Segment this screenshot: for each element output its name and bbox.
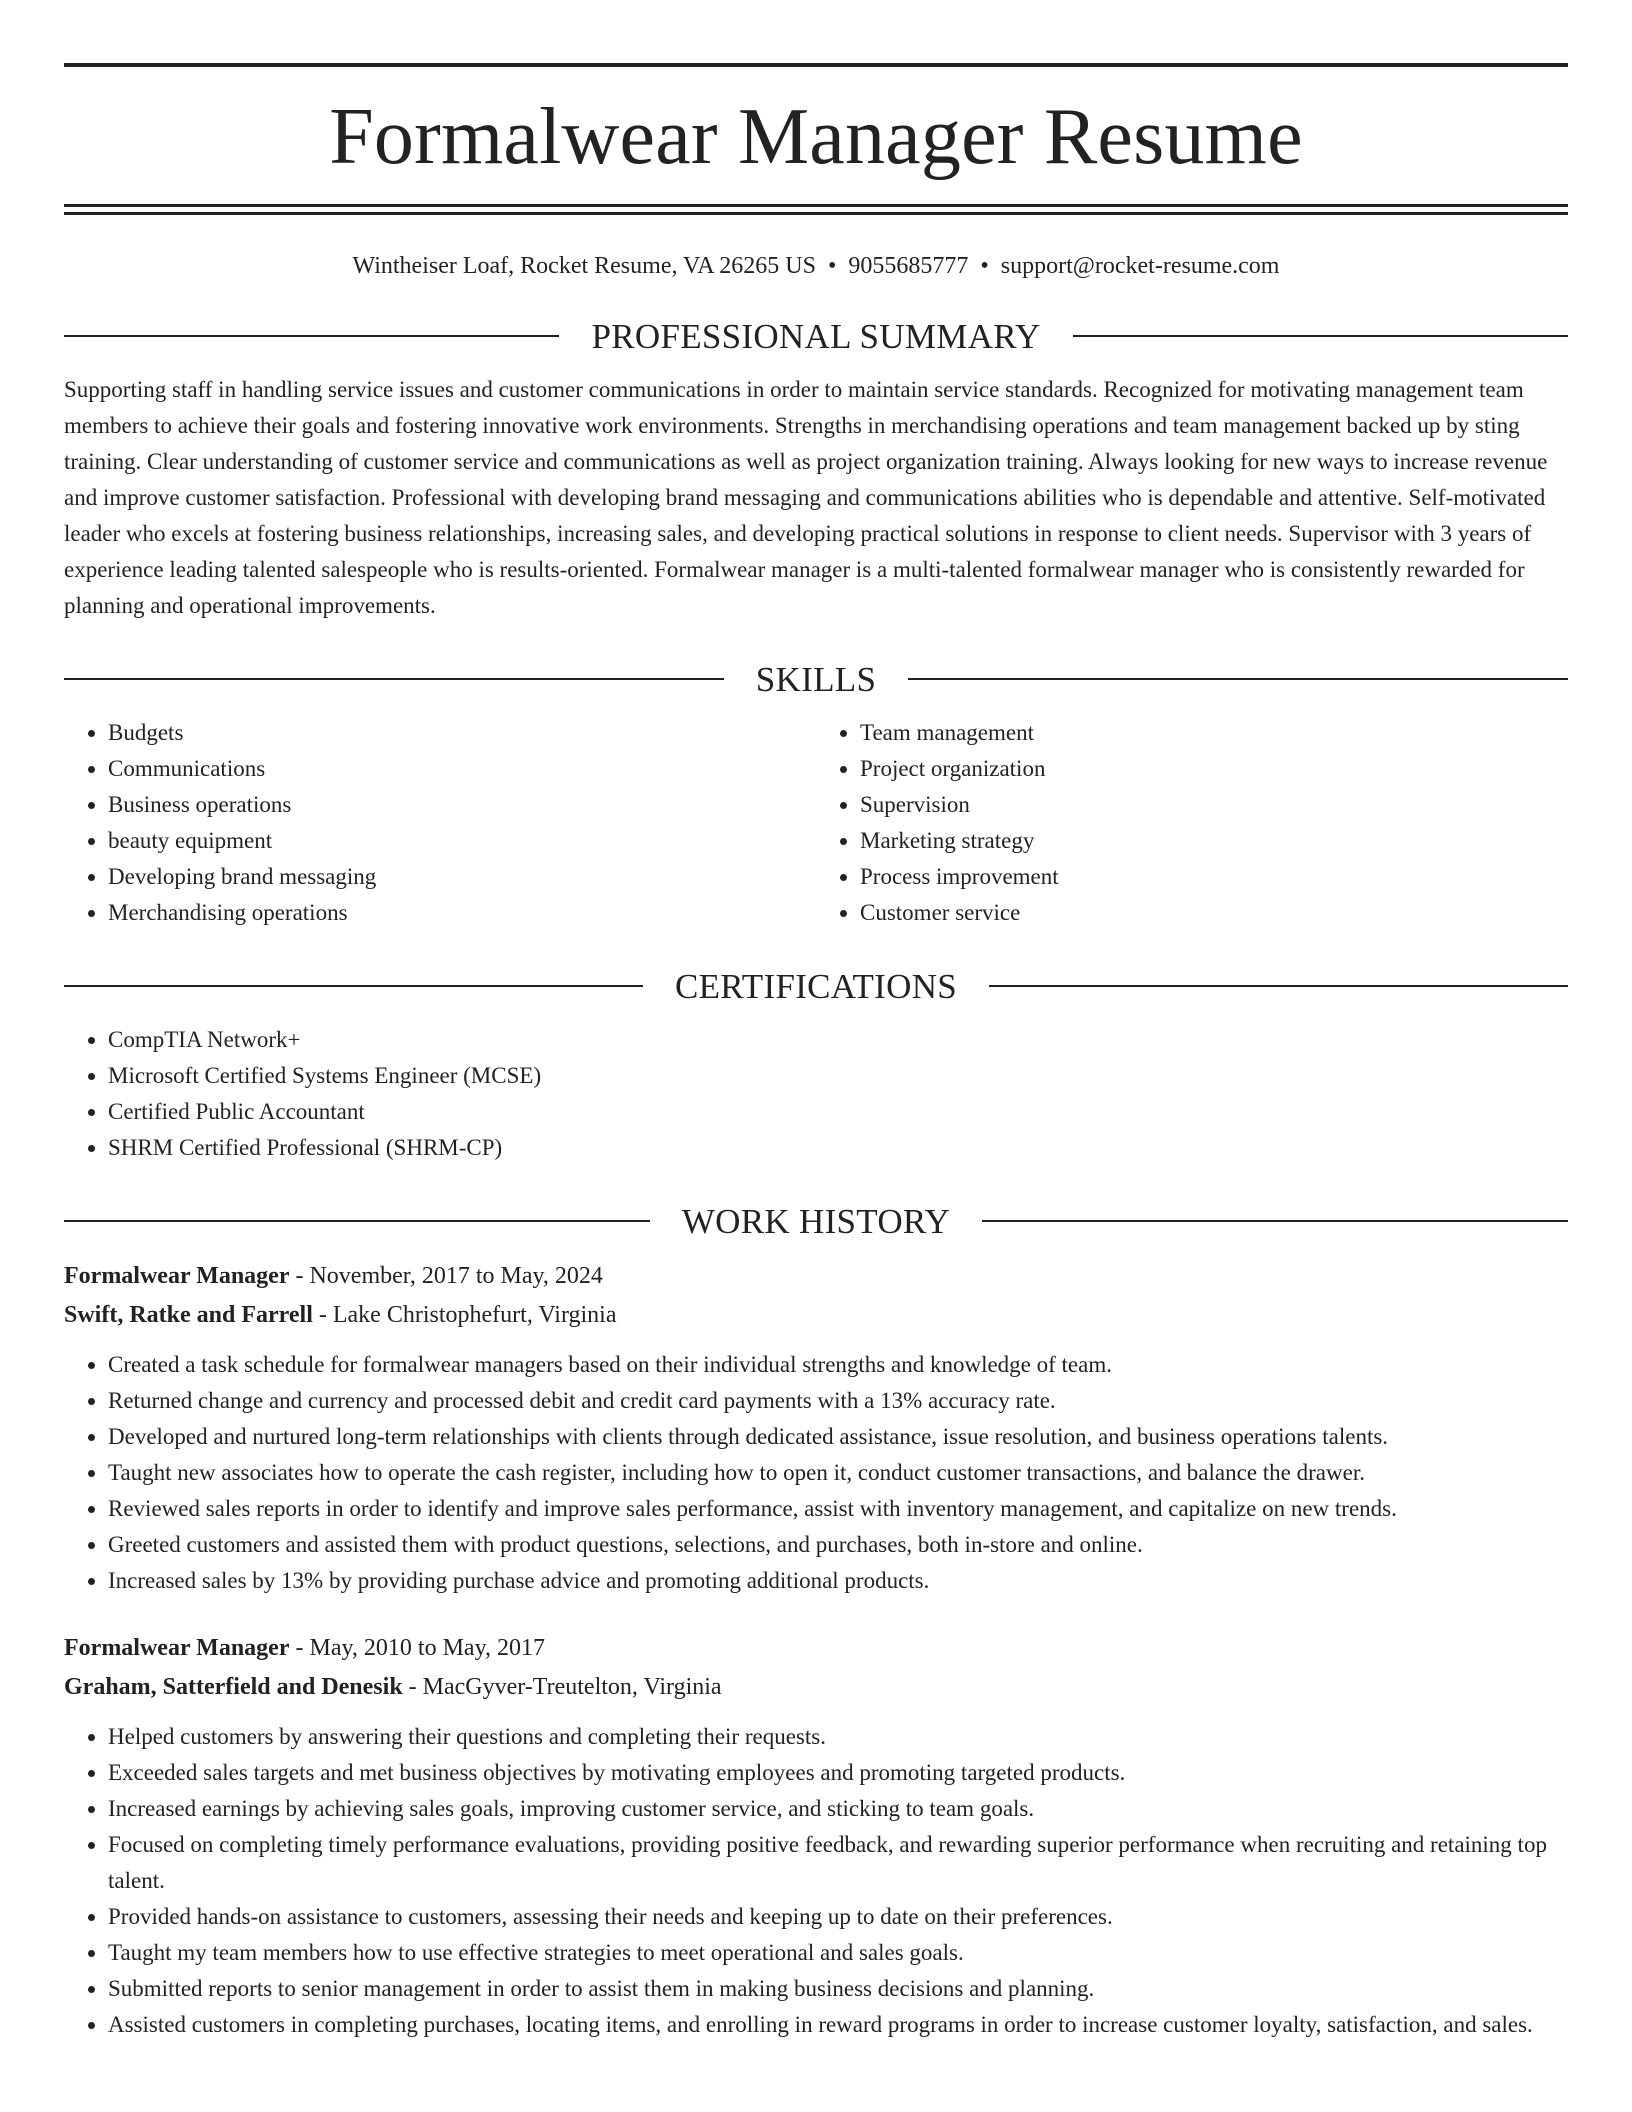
job-bullet: • Submitted reports to senior management in order to assist them in making business decisions and planning. [108,1971,1568,2007]
job-bullet: • Assisted customers in completing purchases, locating items, and enrolling in reward programs in order to increase customer loyalty, satisfaction, and sales. [108,2007,1568,2043]
contact-phone: 9055685777 [848,253,969,279]
job-location: - Lake Christophefurt, Virginia [312,1301,617,1328]
job-bullets [64,1719,1568,2043]
section-title-skills: SKILLS [755,659,877,699]
skill-item: • Budgets [108,715,816,751]
certification-item: • SHRM Certified Professional (SHRM-CP) [108,1130,1568,1166]
job-bullet: • Provided hands-on assistance to customers, assessing their needs and keeping up to date on their preferences. [108,1899,1568,1935]
job-company: Swift, Ratke and Farrell [64,1301,313,1328]
section-header-work [64,1201,1568,1241]
job-title-line [64,1257,1568,1296]
section-rule [1073,335,1568,337]
contact-address: Wintheiser Loaf, Rocket Resume, VA 26265 US [352,253,816,279]
certification-item: • Microsoft Certified Systems Engineer (MCSE) [108,1058,1568,1094]
section-rule [64,678,724,680]
job-bullet: • Created a task schedule for formalwear managers based on their individual strengths and knowledge of team. [108,1347,1568,1383]
section-title-summary: PROFESSIONAL SUMMARY [591,316,1041,356]
job-title: Formalwear Manager [64,1634,290,1661]
job-bullet: • Greeted customers and assisted them with product questions, selections, and purchases, both in-store and online. [108,1527,1568,1563]
contact-email[interactable]: support@rocket-resume.com [1000,253,1280,279]
job-bullet: • Developed and nurtured long-term relationships with clients through dedicated assistance, issue resolution, and business operations talents. [108,1419,1568,1455]
skill-item: • Supervision [860,787,1568,823]
job-bullet: • Taught new associates how to operate the cash register, including how to open it, conduct customer transactions, and balance the drawer. [108,1455,1568,1491]
job-entry [64,1629,1568,2043]
skill-item: • Project organization [860,751,1568,787]
skill-item: • Team management [860,715,1568,751]
skills-column-left [64,715,816,931]
skills-list [64,715,1568,931]
certifications-list [64,1022,1568,1166]
certification-item: • CompTIA Network+ [108,1022,1568,1058]
job-bullet: • Exceeded sales targets and met business objectives by motivating employees and promoting targeted products. [108,1755,1568,1791]
contact-line [64,252,1568,281]
job-title-line [64,1629,1568,1668]
skill-item: • Merchandising operations [108,895,816,931]
job-bullet: • Reviewed sales reports in order to identify and improve sales performance, assist with inventory management, and capitalize on new trends. [108,1491,1568,1527]
skill-item: • Process improvement [860,859,1568,895]
section-title-certifications: CERTIFICATIONS [674,966,958,1006]
job-company-line [64,1668,1568,1707]
title-double-rule [64,204,1568,215]
job-bullet: • Increased sales by 13% by providing purchase advice and promoting additional products. [108,1563,1568,1599]
section-header-summary [64,316,1568,356]
job-location: - MacGyver-Treutelton, Virginia [402,1673,722,1700]
skill-item: • Developing brand messaging [108,859,816,895]
skill-item: • beauty equipment [108,823,816,859]
section-rule [989,985,1568,987]
section-rule [64,1220,650,1222]
job-bullet: • Returned change and currency and processed debit and credit card payments with a 13% accuracy rate. [108,1383,1568,1419]
job-title: Formalwear Manager [64,1262,290,1289]
job-dates: - May, 2010 to May, 2017 [289,1634,546,1661]
job-bullet: • Helped customers by answering their questions and completing their requests. [108,1719,1568,1755]
job-company-line [64,1296,1568,1335]
section-header-skills [64,659,1568,699]
contact-separator: • [827,253,837,279]
resume-title: Formalwear Manager Resume [329,93,1303,181]
job-bullet: • Taught my team members how to use effective strategies to meet operational and sales goals. [108,1935,1568,1971]
skill-item: • Marketing strategy [860,823,1568,859]
job-company: Graham, Satterfield and Denesik [64,1673,403,1700]
section-rule [64,335,559,337]
skills-column-right [816,715,1568,931]
section-header-certifications [64,966,1568,1006]
certification-item: • Certified Public Accountant [108,1094,1568,1130]
skill-item: • Communications [108,751,816,787]
job-bullet: • Focused on completing timely performance evaluations, providing positive feedback, and rewarding superior performance when recruiting and retaining top talent. [108,1827,1568,1899]
skill-item: • Customer service [860,895,1568,931]
job-dates: - November, 2017 to May, 2024 [289,1262,603,1289]
section-rule [64,985,643,987]
contact-separator: • [980,253,989,279]
section-rule [908,678,1568,680]
summary-text: Supporting staff in handling service issues and customer communications in order to maintain service standards. Recognized for motivating management team members to achieve their goals and fostering innovative work environments. Strengths in merchandising operations and team management backed up by sting training. Clear understanding of customer service and communications as well as project organization training. Always looking for new ways to increase revenue and improve customer satisfaction. Professional with developing brand messaging and communications abilities who is dependable and attentive. Self-motivated leader who excels at fostering business relationships, increasing sales, and developing practical solutions in response to client needs. Supervisor with 3 years of experience leading talented salespeople who is results-oriented. Formalwear manager is a multi-talented formalwear manager who is consistently rewarded for planning and operational improvements. [64,376,1548,618]
skill-item: • Business operations [108,787,816,823]
job-bullet: • Increased earnings by achieving sales goals, improving customer service, and sticking to team goals. [108,1791,1568,1827]
section-rule [982,1220,1568,1222]
job-bullets [64,1347,1568,1599]
job-entry [64,1257,1568,1599]
section-title-work: WORK HISTORY [681,1201,951,1241]
